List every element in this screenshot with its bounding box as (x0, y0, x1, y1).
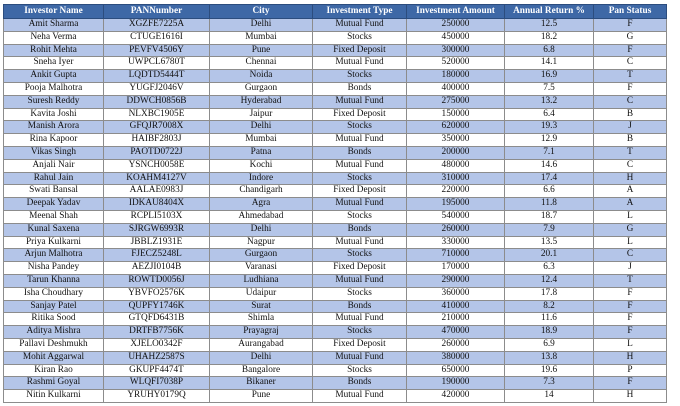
cell-city: Prayagraj (210, 326, 313, 339)
cell-annual-return: 18.9 (505, 326, 594, 339)
cell-investment-amount: 710000 (407, 249, 505, 262)
column-header-pan-number: PANNumber (104, 5, 210, 19)
cell-investment-type: Mutual Fund (313, 19, 407, 32)
cell-pan-status: B (594, 134, 667, 147)
cell-pan-status: F (594, 19, 667, 32)
column-header-pan-status: Pan Status (594, 5, 667, 19)
cell-pan-status: C (594, 249, 667, 262)
cell-investment-amount: 310000 (407, 172, 505, 185)
cell-pan-status: J (594, 262, 667, 275)
cell-investor-name: Vikas Singh (4, 146, 104, 159)
cell-pan-number: KOAHM4127V (104, 172, 210, 185)
cell-annual-return: 6.6 (505, 185, 594, 198)
cell-investor-name: Nisha Pandey (4, 262, 104, 275)
table-row (4, 172, 667, 185)
table-row (4, 185, 667, 198)
column-header-investor-name: Investor Name (4, 5, 104, 19)
cell-investment-type: Fixed Deposit (313, 262, 407, 275)
cell-city: Bikaner (210, 377, 313, 390)
cell-pan-number: GFQJR7008X (104, 121, 210, 134)
cell-investment-amount: 360000 (407, 287, 505, 300)
cell-pan-number: UWPCL6780T (104, 57, 210, 70)
cell-city: Udaipur (210, 287, 313, 300)
cell-pan-status: F (594, 82, 667, 95)
cell-city: Agra (210, 198, 313, 211)
cell-annual-return: 6.8 (505, 44, 594, 57)
cell-investor-name: Arjun Malhotra (4, 249, 104, 262)
cell-investor-name: Priya Kulkarni (4, 236, 104, 249)
cell-pan-status: L (594, 210, 667, 223)
cell-pan-number: GTQFD6431B (104, 313, 210, 326)
cell-annual-return: 14 (505, 390, 594, 403)
cell-city: Varanasi (210, 262, 313, 275)
cell-annual-return: 12.5 (505, 19, 594, 32)
cell-pan-status: T (594, 70, 667, 83)
table-row (4, 377, 667, 390)
cell-pan-status: C (594, 95, 667, 108)
cell-pan-status: H (594, 390, 667, 403)
table-row (4, 19, 667, 32)
cell-investment-type: Mutual Fund (313, 134, 407, 147)
cell-pan-number: FJECZ5248L (104, 249, 210, 262)
cell-city: Hyderabad (210, 95, 313, 108)
cell-investment-amount: 470000 (407, 326, 505, 339)
cell-investment-type: Mutual Fund (313, 159, 407, 172)
cell-city: Pune (210, 44, 313, 57)
cell-investor-name: Rina Kapoor (4, 134, 104, 147)
cell-pan-status: A (594, 185, 667, 198)
cell-investor-name: Sanjay Patel (4, 300, 104, 313)
table-row (4, 274, 667, 287)
cell-pan-number: QUPFY1746K (104, 300, 210, 313)
cell-investment-amount: 410000 (407, 300, 505, 313)
cell-pan-number: YRUHY0179Q (104, 390, 210, 403)
cell-pan-number: DRTFB7756K (104, 326, 210, 339)
cell-city: Delhi (210, 351, 313, 364)
cell-investment-type: Mutual Fund (313, 236, 407, 249)
table-row (4, 146, 667, 159)
cell-investment-type: Mutual Fund (313, 274, 407, 287)
cell-investor-name: Pooja Malhotra (4, 82, 104, 95)
column-header-annual-return: Annual Return % (505, 5, 594, 19)
cell-annual-return: 16.9 (505, 70, 594, 83)
cell-investment-type: Mutual Fund (313, 313, 407, 326)
cell-pan-number: LQDTD5444T (104, 70, 210, 83)
cell-pan-status: C (594, 57, 667, 70)
cell-pan-status: P (594, 364, 667, 377)
cell-investment-amount: 275000 (407, 95, 505, 108)
cell-pan-number: YBVFO2576K (104, 287, 210, 300)
cell-investment-type: Bonds (313, 377, 407, 390)
cell-investment-type: Mutual Fund (313, 198, 407, 211)
cell-investor-name: Meenal Shah (4, 210, 104, 223)
cell-annual-return: 19.3 (505, 121, 594, 134)
cell-investment-amount: 150000 (407, 108, 505, 121)
cell-investment-amount: 290000 (407, 274, 505, 287)
cell-annual-return: 14.6 (505, 159, 594, 172)
cell-investment-type: Bonds (313, 146, 407, 159)
cell-pan-status: T (594, 274, 667, 287)
cell-investment-amount: 380000 (407, 351, 505, 364)
cell-pan-status: F (594, 313, 667, 326)
cell-annual-return: 17.8 (505, 287, 594, 300)
cell-pan-status: H (594, 351, 667, 364)
cell-pan-status: F (594, 300, 667, 313)
column-header-city: City (210, 5, 313, 19)
cell-pan-number: PEVFV4506Y (104, 44, 210, 57)
cell-investor-name: Tarun Khanna (4, 274, 104, 287)
cell-investment-type: Stocks (313, 31, 407, 44)
cell-investor-name: Suresh Reddy (4, 95, 104, 108)
cell-pan-status: F (594, 44, 667, 57)
table-row (4, 57, 667, 70)
cell-investment-type: Mutual Fund (313, 390, 407, 403)
cell-pan-status: F (594, 287, 667, 300)
cell-city: Jaipur (210, 108, 313, 121)
cell-pan-number: HAIBF2803J (104, 134, 210, 147)
cell-investor-name: Amit Sharma (4, 19, 104, 32)
table-row (4, 300, 667, 313)
cell-investor-name: Sneha Iyer (4, 57, 104, 70)
cell-investment-type: Fixed Deposit (313, 338, 407, 351)
table-row (4, 210, 667, 223)
cell-pan-status: J (594, 121, 667, 134)
cell-pan-status: G (594, 31, 667, 44)
table-row (4, 338, 667, 351)
cell-city: Shimla (210, 313, 313, 326)
cell-investor-name: Ankit Gupta (4, 70, 104, 83)
cell-investor-name: Pallavi Deshmukh (4, 338, 104, 351)
cell-pan-number: JBBLZ1931E (104, 236, 210, 249)
table-row (4, 390, 667, 403)
cell-investment-type: Fixed Deposit (313, 44, 407, 57)
table-row (4, 326, 667, 339)
cell-annual-return: 6.4 (505, 108, 594, 121)
cell-investor-name: Deepak Yadav (4, 198, 104, 211)
cell-pan-number: DDWCH0856B (104, 95, 210, 108)
cell-investment-amount: 210000 (407, 313, 505, 326)
table-row (4, 31, 667, 44)
cell-investment-amount: 620000 (407, 121, 505, 134)
cell-investment-amount: 260000 (407, 338, 505, 351)
cell-pan-status: T (594, 146, 667, 159)
table-row (4, 351, 667, 364)
cell-pan-number: NLXBC1905E (104, 108, 210, 121)
cell-pan-status: F (594, 326, 667, 339)
cell-annual-return: 8.2 (505, 300, 594, 313)
cell-city: Delhi (210, 121, 313, 134)
table-row (4, 70, 667, 83)
cell-city: Aurangabad (210, 338, 313, 351)
cell-annual-return: 20.1 (505, 249, 594, 262)
cell-investor-name: Kiran Rao (4, 364, 104, 377)
cell-annual-return: 13.5 (505, 236, 594, 249)
cell-city: Chandigarh (210, 185, 313, 198)
table-row (4, 249, 667, 262)
cell-annual-return: 13.8 (505, 351, 594, 364)
investor-table-sheet (3, 4, 666, 403)
table-row (4, 95, 667, 108)
table-row (4, 198, 667, 211)
cell-investor-name: Rohit Mehta (4, 44, 104, 57)
cell-annual-return: 7.1 (505, 146, 594, 159)
cell-annual-return: 11.8 (505, 198, 594, 211)
cell-city: Gurgaon (210, 82, 313, 95)
cell-pan-number: RCPLI5103X (104, 210, 210, 223)
cell-annual-return: 12.9 (505, 134, 594, 147)
cell-pan-number: XGZFE7225A (104, 19, 210, 32)
cell-city: Surat (210, 300, 313, 313)
cell-annual-return: 18.2 (505, 31, 594, 44)
cell-investor-name: Kunal Saxena (4, 223, 104, 236)
cell-investor-name: Isha Choudhary (4, 287, 104, 300)
cell-pan-status: L (594, 338, 667, 351)
cell-investment-amount: 220000 (407, 185, 505, 198)
cell-investment-amount: 200000 (407, 146, 505, 159)
cell-pan-number: GKUPF4474T (104, 364, 210, 377)
cell-city: Mumbai (210, 31, 313, 44)
cell-annual-return: 7.5 (505, 82, 594, 95)
cell-investment-amount: 350000 (407, 134, 505, 147)
cell-investment-type: Stocks (313, 121, 407, 134)
table-row (4, 134, 667, 147)
cell-investor-name: Kavita Joshi (4, 108, 104, 121)
cell-investor-name: Anjali Nair (4, 159, 104, 172)
cell-investment-type: Fixed Deposit (313, 185, 407, 198)
cell-investor-name: Swati Bansal (4, 185, 104, 198)
cell-pan-status: H (594, 172, 667, 185)
cell-city: Delhi (210, 223, 313, 236)
cell-investment-type: Mutual Fund (313, 95, 407, 108)
cell-pan-status: G (594, 223, 667, 236)
cell-investor-name: Rahul Jain (4, 172, 104, 185)
cell-city: Chennai (210, 57, 313, 70)
cell-investment-type: Stocks (313, 364, 407, 377)
cell-pan-number: AEZJI0104B (104, 262, 210, 275)
cell-pan-number: YSNCH0058E (104, 159, 210, 172)
cell-investment-amount: 400000 (407, 82, 505, 95)
cell-investment-amount: 180000 (407, 70, 505, 83)
cell-annual-return: 7.9 (505, 223, 594, 236)
cell-investor-name: Mohit Aggarwal (4, 351, 104, 364)
cell-investment-type: Mutual Fund (313, 57, 407, 70)
cell-city: Gurgaon (210, 249, 313, 262)
cell-investor-name: Ritika Sood (4, 313, 104, 326)
cell-investment-type: Bonds (313, 223, 407, 236)
cell-investment-type: Fixed Deposit (313, 108, 407, 121)
cell-investment-type: Stocks (313, 210, 407, 223)
cell-investment-amount: 170000 (407, 262, 505, 275)
cell-investment-amount: 250000 (407, 19, 505, 32)
cell-city: Kochi (210, 159, 313, 172)
table-row (4, 313, 667, 326)
cell-pan-number: YUGFJ2046V (104, 82, 210, 95)
cell-investment-type: Stocks (313, 172, 407, 185)
cell-annual-return: 7.3 (505, 377, 594, 390)
cell-investment-amount: 330000 (407, 236, 505, 249)
cell-investment-type: Mutual Fund (313, 351, 407, 364)
cell-investment-amount: 260000 (407, 223, 505, 236)
cell-investment-amount: 300000 (407, 44, 505, 57)
cell-investment-type: Stocks (313, 70, 407, 83)
cell-annual-return: 17.4 (505, 172, 594, 185)
column-header-investment-type: Investment Type (313, 5, 407, 19)
table-body (4, 19, 667, 403)
table-row (4, 223, 667, 236)
cell-investment-amount: 480000 (407, 159, 505, 172)
cell-pan-status: A (594, 198, 667, 211)
cell-investor-name: Aditya Mishra (4, 326, 104, 339)
table-row (4, 44, 667, 57)
cell-annual-return: 11.6 (505, 313, 594, 326)
cell-investor-name: Manish Arora (4, 121, 104, 134)
cell-pan-status: F (594, 377, 667, 390)
cell-annual-return: 12.4 (505, 274, 594, 287)
cell-investment-amount: 420000 (407, 390, 505, 403)
cell-investor-name: Nitin Kulkarni (4, 390, 104, 403)
table-header-row (4, 5, 667, 19)
cell-annual-return: 13.2 (505, 95, 594, 108)
cell-pan-status: B (594, 108, 667, 121)
cell-investment-amount: 650000 (407, 364, 505, 377)
cell-pan-number: SJRGW6993R (104, 223, 210, 236)
table-row (4, 364, 667, 377)
cell-city: Bangalore (210, 364, 313, 377)
cell-pan-number: AALAE0983J (104, 185, 210, 198)
cell-annual-return: 14.1 (505, 57, 594, 70)
investor-table (3, 4, 667, 403)
cell-investment-type: Bonds (313, 300, 407, 313)
cell-investor-name: Rashmi Goyal (4, 377, 104, 390)
table-row (4, 108, 667, 121)
cell-city: Pune (210, 390, 313, 403)
cell-investment-amount: 520000 (407, 57, 505, 70)
cell-pan-number: PAOTD0722J (104, 146, 210, 159)
cell-investment-amount: 190000 (407, 377, 505, 390)
cell-city: Nagpur (210, 236, 313, 249)
cell-pan-status: C (594, 159, 667, 172)
cell-investment-type: Bonds (313, 82, 407, 95)
cell-city: Indore (210, 172, 313, 185)
table-row (4, 121, 667, 134)
cell-annual-return: 19.6 (505, 364, 594, 377)
table-row (4, 287, 667, 300)
cell-investment-amount: 195000 (407, 198, 505, 211)
cell-city: Patna (210, 146, 313, 159)
cell-investment-type: Stocks (313, 249, 407, 262)
cell-city: Ahmedabad (210, 210, 313, 223)
cell-annual-return: 6.9 (505, 338, 594, 351)
column-header-investment-amount: Investment Amount (407, 5, 505, 19)
cell-city: Noida (210, 70, 313, 83)
cell-annual-return: 18.7 (505, 210, 594, 223)
cell-investment-amount: 540000 (407, 210, 505, 223)
cell-pan-number: UHAHZ2587S (104, 351, 210, 364)
cell-city: Delhi (210, 19, 313, 32)
table-row (4, 262, 667, 275)
cell-pan-number: IDKAU8404X (104, 198, 210, 211)
cell-city: Mumbai (210, 134, 313, 147)
cell-investor-name: Neha Verma (4, 31, 104, 44)
cell-pan-number: WLQFI7038P (104, 377, 210, 390)
table-row (4, 159, 667, 172)
table-row (4, 82, 667, 95)
cell-investment-amount: 450000 (407, 31, 505, 44)
cell-pan-number: XJELO0342F (104, 338, 210, 351)
cell-pan-status: L (594, 236, 667, 249)
cell-investment-type: Stocks (313, 326, 407, 339)
cell-city: Ludhiana (210, 274, 313, 287)
cell-pan-number: ROWTD0056J (104, 274, 210, 287)
cell-investment-type: Stocks (313, 287, 407, 300)
cell-annual-return: 6.3 (505, 262, 594, 275)
cell-pan-number: CTUGE1616I (104, 31, 210, 44)
table-row (4, 236, 667, 249)
